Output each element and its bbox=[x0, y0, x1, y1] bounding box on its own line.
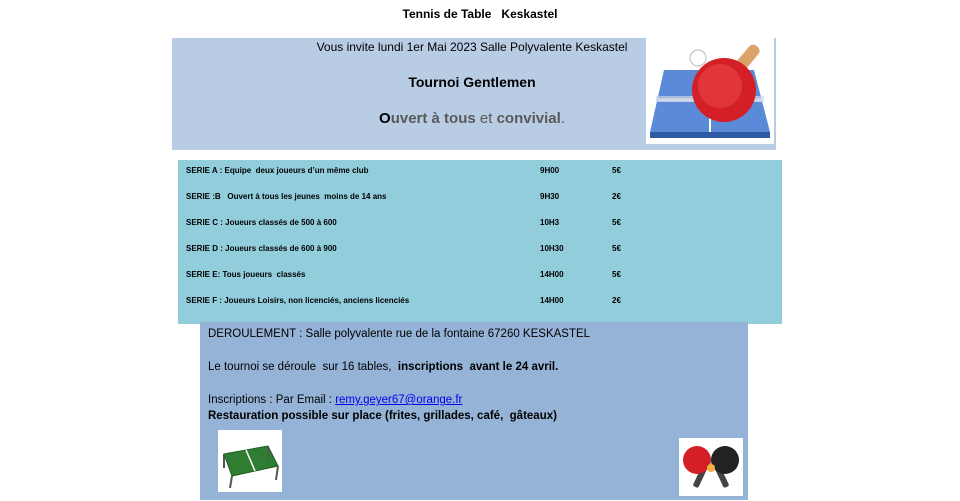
tagline-first: O bbox=[379, 110, 391, 127]
tagline-part-a: uvert à tous bbox=[390, 110, 480, 127]
series-label: SERIE F : Joueurs Loisirs, non licenciés, anciens licenciés bbox=[186, 296, 410, 305]
tables-text: Le tournoi se déroule sur 16 tables, bbox=[208, 361, 398, 373]
inscriptions-line bbox=[208, 394, 462, 406]
series-label: SERIE E: Tous joueurs classés bbox=[186, 270, 306, 279]
tournament-title: Tournoi Gentlemen bbox=[408, 74, 536, 90]
ping-pong-paddles-icon bbox=[679, 438, 743, 496]
series-time: 14H00 bbox=[540, 296, 564, 305]
series-price: 2€ bbox=[612, 192, 621, 201]
page-title: Tennis de Table Keskastel bbox=[402, 7, 558, 21]
series-time: 10H3 bbox=[540, 218, 560, 227]
tables-line bbox=[208, 361, 558, 373]
series-label: SERIE :B Ouvert à tous les jeunes moins de 14 ans bbox=[186, 192, 387, 201]
series-price: 5€ bbox=[612, 218, 621, 227]
deadline-text: inscriptions avant le 24 avril. bbox=[397, 361, 559, 373]
series-label: SERIE D : Joueurs classés de 600 à 900 bbox=[186, 244, 337, 253]
deroulement-text: DEROULEMENT : Salle polyvalente rue de la fontaine 67260 KESKASTEL bbox=[208, 328, 591, 340]
invitation-panel bbox=[172, 38, 776, 150]
email-link[interactable]: remy.geyer67@orange.fr bbox=[335, 394, 463, 406]
series-label: SERIE A : Equipe deux joueurs d’un même club bbox=[186, 166, 369, 175]
invite-text: Vous invite lundi 1er Mai 2023 Salle Polyvalente Keskastel bbox=[316, 40, 628, 54]
inscriptions-text: Inscriptions : Par Email : bbox=[208, 394, 336, 406]
series-price: 5€ bbox=[612, 244, 621, 253]
series-label: SERIE C : Joueurs classés de 500 à 600 bbox=[186, 218, 337, 227]
ping-pong-paddle-icon bbox=[646, 36, 774, 144]
series-panel bbox=[178, 160, 782, 324]
details-panel bbox=[200, 322, 748, 500]
tagline-mid: et bbox=[479, 110, 497, 127]
series-price: 5€ bbox=[612, 166, 621, 175]
series-time: 9H00 bbox=[540, 166, 560, 175]
series-time: 10H30 bbox=[540, 244, 564, 253]
series-price: 2€ bbox=[612, 296, 621, 305]
tagline-end: . bbox=[560, 110, 565, 127]
series-price: 5€ bbox=[612, 270, 621, 279]
ping-pong-table-icon bbox=[218, 430, 282, 492]
tagline bbox=[312, 110, 632, 127]
tagline-part-b: convivial bbox=[496, 110, 561, 127]
restauration-text: Restauration possible sur place (frites, grillades, café, gâteaux) bbox=[208, 410, 557, 422]
series-time: 14H00 bbox=[540, 270, 564, 279]
series-time: 9H30 bbox=[540, 192, 560, 201]
